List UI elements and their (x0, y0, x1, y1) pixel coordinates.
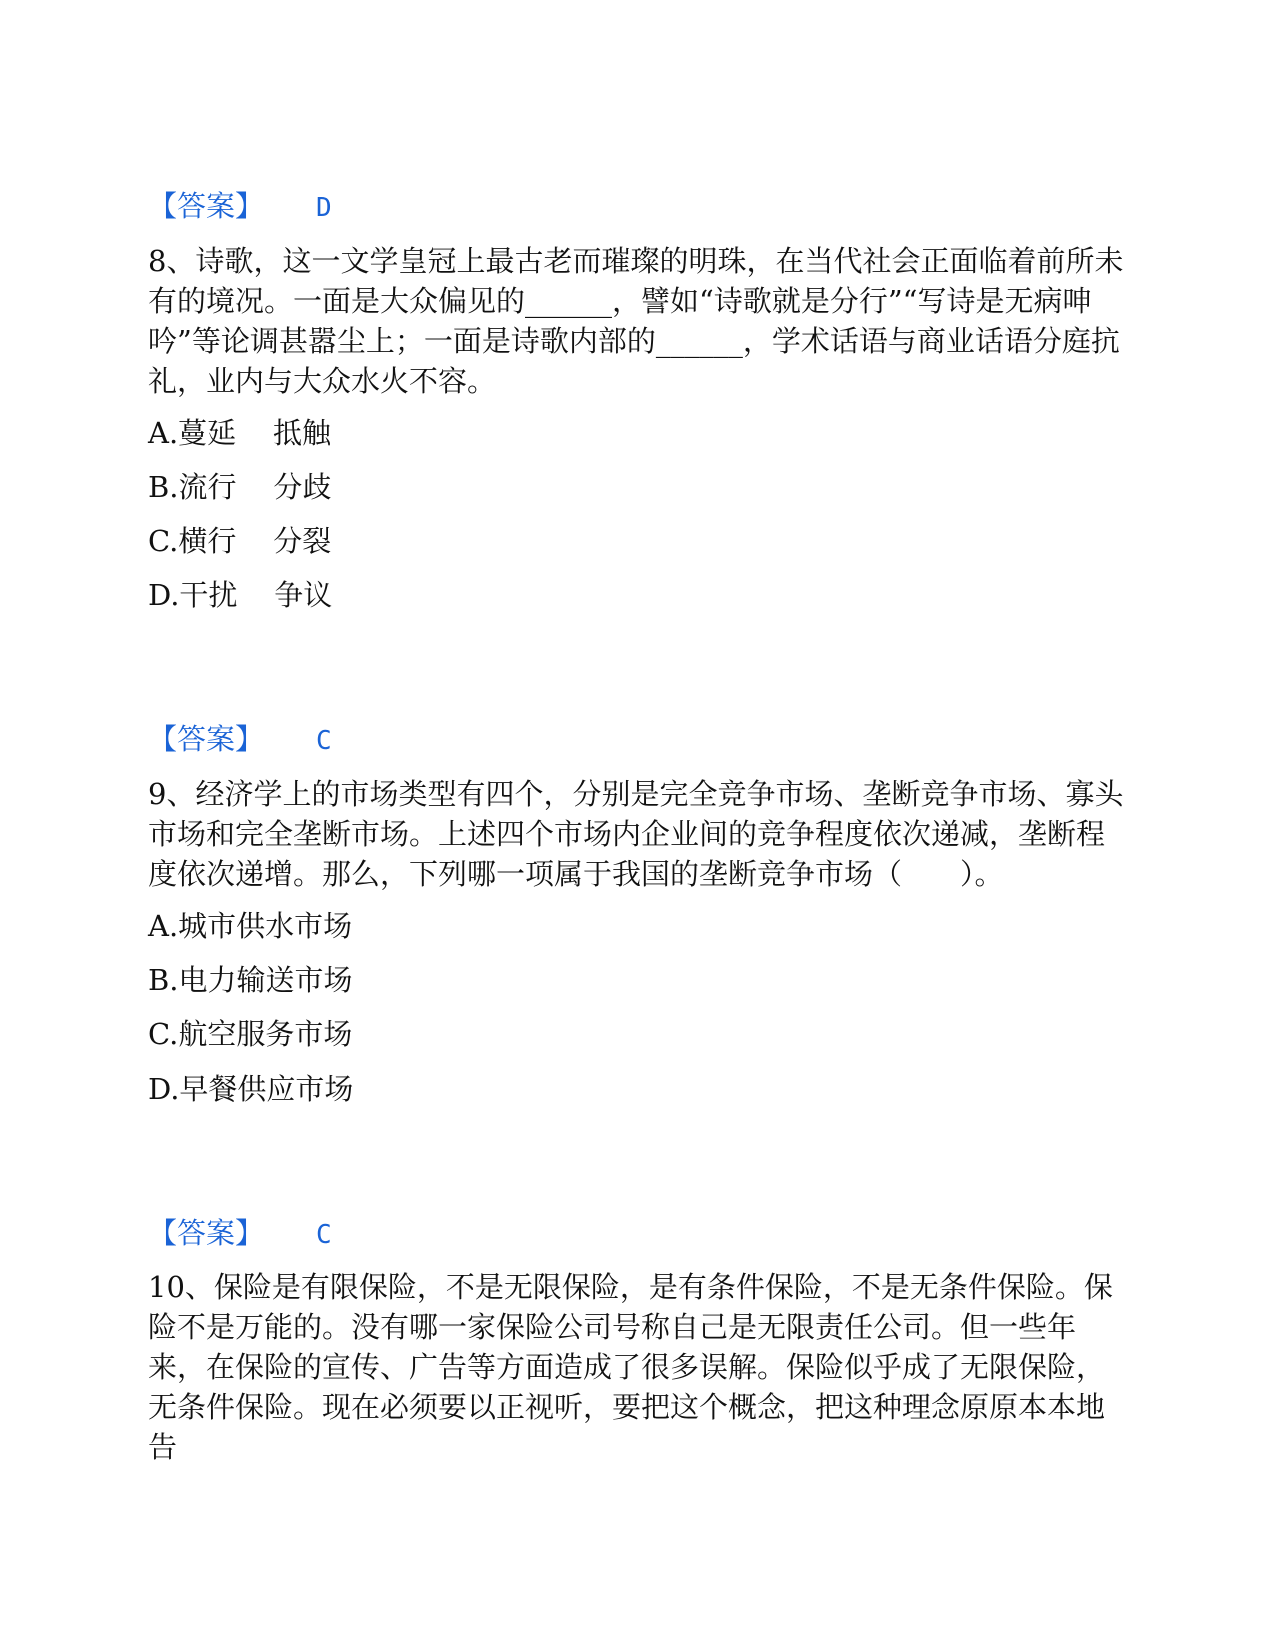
q8-option-d: D.干扰 争议 (148, 578, 333, 612)
question-8-text: 8、诗歌，这一文学皇冠上最古老而璀璨的明珠，在当代社会正面临着前所未有的境况。一面是大众偏见的______，譬如“诗歌就是分行”“写诗是无病呻吟”等论调甚嚣尘上；一面是诗歌内部的______，学术话语与商业话语分庭抗礼，业内与大众水火不容。 (148, 244, 1124, 398)
answer-value: D (316, 193, 332, 223)
q9-option-c: C.航空服务市场 (148, 1017, 353, 1051)
answer-line-q9 (148, 1213, 332, 1255)
answer-value: C (316, 1220, 332, 1250)
q9-option-a: A.城市供水市场 (148, 909, 353, 943)
q8-option-a: A.蔓延 抵触 (148, 416, 332, 450)
q8-option-c: C.横行 分裂 (148, 524, 332, 558)
answer-line-q8 (148, 719, 332, 761)
answer-value: C (316, 726, 332, 756)
question-9-text: 9、经济学上的市场类型有四个，分别是完全竞争市场、垄断竞争市场、寡头市场和完全垄断市场。上述四个市场内企业间的竞争程度依次递减，垄断程度依次递增。那么，下列哪一项属于我国的垄断竞争市场（ ）。 (148, 777, 1124, 891)
answer-line-q7 (148, 186, 332, 228)
answer-label: 【答案】 (148, 722, 265, 756)
q9-option-b: B.电力输送市场 (148, 963, 353, 997)
question-10-text: 10、保险是有限保险，不是无限保险，是有条件保险，不是无条件保险。保险不是万能的。没有哪一家保险公司号称自己是无限责任公司。但一些年来，在保险的宣传、广告等方面造成了很多误解。保险似乎成了无限保险，无条件保险。现在必须要以正视听，要把这个概念，把这种理念原原本本地告 (148, 1270, 1113, 1464)
answer-label: 【答案】 (148, 1216, 265, 1250)
q9-option-d: D.早餐供应市场 (148, 1072, 354, 1106)
q8-option-b: B.流行 分歧 (148, 470, 332, 504)
answer-label: 【答案】 (148, 189, 265, 223)
